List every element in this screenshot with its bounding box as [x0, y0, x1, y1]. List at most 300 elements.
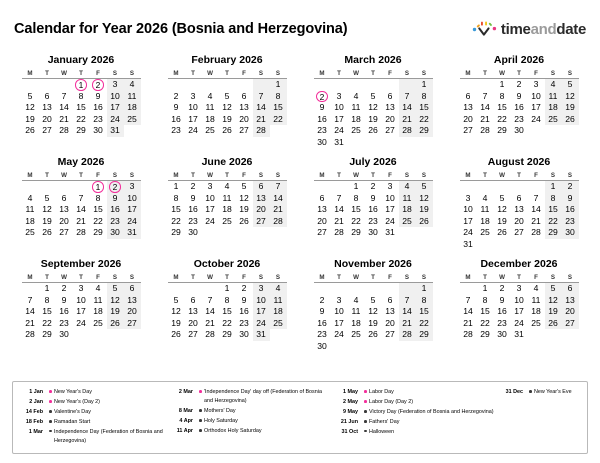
day-cell[interactable] [460, 204, 477, 216]
day-cell[interactable] [331, 137, 348, 149]
day-cell[interactable] [236, 102, 253, 114]
day-cell[interactable] [270, 91, 287, 103]
day-cell[interactable] [168, 329, 185, 341]
day-cell[interactable] [124, 283, 141, 295]
day-cell[interactable] [477, 329, 494, 341]
day-cell[interactable] [73, 91, 90, 103]
day-cell[interactable] [90, 193, 107, 205]
day-cell[interactable] [219, 318, 236, 330]
day-cell[interactable] [348, 227, 365, 239]
day-cell[interactable] [511, 318, 528, 330]
day-cell[interactable] [253, 204, 270, 216]
day-cell[interactable] [511, 329, 528, 341]
day-cell[interactable] [22, 295, 39, 307]
day-cell[interactable] [399, 181, 416, 193]
day-cell[interactable] [90, 125, 107, 137]
day-cell[interactable] [270, 114, 287, 126]
day-cell[interactable] [90, 318, 107, 330]
day-cell[interactable] [545, 181, 562, 193]
day-cell[interactable] [90, 283, 107, 295]
day-cell[interactable] [185, 204, 202, 216]
day-cell[interactable] [219, 102, 236, 114]
day-cell[interactable] [562, 306, 579, 318]
day-cell[interactable] [219, 204, 236, 216]
day-cell[interactable] [39, 193, 56, 205]
day-cell[interactable] [382, 204, 399, 216]
day-cell[interactable] [416, 125, 433, 137]
day-cell[interactable] [477, 125, 494, 137]
day-cell[interactable] [382, 193, 399, 205]
day-cell[interactable] [416, 193, 433, 205]
day-cell[interactable] [331, 318, 348, 330]
day-cell[interactable] [382, 318, 399, 330]
day-cell[interactable] [331, 193, 348, 205]
day-cell[interactable] [168, 181, 185, 193]
day-cell[interactable] [56, 283, 73, 295]
day-cell[interactable] [545, 204, 562, 216]
day-cell[interactable] [202, 125, 219, 137]
day-cell[interactable] [365, 329, 382, 341]
day-cell[interactable] [236, 114, 253, 126]
day-cell[interactable] [124, 295, 141, 307]
day-cell[interactable] [348, 295, 365, 307]
day-cell[interactable] [219, 125, 236, 137]
day-cell[interactable] [270, 204, 287, 216]
day-cell[interactable] [236, 193, 253, 205]
day-cell[interactable] [124, 318, 141, 330]
day-cell[interactable] [545, 283, 562, 295]
day-cell[interactable] [107, 91, 124, 103]
day-cell[interactable] [236, 204, 253, 216]
day-cell[interactable] [107, 306, 124, 318]
day-cell[interactable] [185, 102, 202, 114]
day-cell[interactable] [477, 193, 494, 205]
day-cell[interactable] [399, 125, 416, 137]
day-cell[interactable] [56, 216, 73, 228]
day-cell[interactable] [39, 91, 56, 103]
day-cell[interactable] [124, 204, 141, 216]
day-cell[interactable] [494, 125, 511, 137]
day-cell[interactable] [39, 216, 56, 228]
day-cell[interactable] [107, 227, 124, 239]
day-cell[interactable] [416, 329, 433, 341]
day-cell[interactable] [348, 204, 365, 216]
day-cell[interactable] [331, 204, 348, 216]
day-cell[interactable] [416, 114, 433, 126]
day-cell[interactable] [90, 91, 107, 103]
day-cell[interactable] [460, 329, 477, 341]
day-cell[interactable] [90, 306, 107, 318]
day-cell[interactable] [56, 193, 73, 205]
day-cell[interactable] [399, 295, 416, 307]
day-cell[interactable] [477, 283, 494, 295]
day-cell[interactable] [477, 306, 494, 318]
day-cell[interactable] [528, 204, 545, 216]
day-cell[interactable] [399, 193, 416, 205]
day-cell[interactable] [331, 329, 348, 341]
day-cell[interactable] [219, 295, 236, 307]
day-cell[interactable] [416, 102, 433, 114]
day-cell[interactable] [545, 91, 562, 103]
day-cell[interactable] [460, 102, 477, 114]
day-cell[interactable] [39, 102, 56, 114]
day-cell[interactable] [399, 102, 416, 114]
day-cell[interactable] [22, 306, 39, 318]
day-cell[interactable] [545, 227, 562, 239]
day-cell[interactable] [107, 102, 124, 114]
day-cell[interactable] [460, 227, 477, 239]
day-cell[interactable] [365, 102, 382, 114]
day-cell[interactable] [382, 216, 399, 228]
day-cell[interactable] [107, 181, 124, 193]
day-cell[interactable] [185, 193, 202, 205]
day-cell[interactable] [56, 318, 73, 330]
day-cell[interactable] [365, 114, 382, 126]
day-cell[interactable] [202, 295, 219, 307]
day-cell[interactable] [528, 102, 545, 114]
day-cell[interactable] [168, 204, 185, 216]
day-cell[interactable] [460, 216, 477, 228]
day-cell[interactable] [314, 329, 331, 341]
day-cell[interactable] [382, 295, 399, 307]
day-cell[interactable] [477, 295, 494, 307]
day-cell[interactable] [399, 204, 416, 216]
day-cell[interactable] [511, 102, 528, 114]
day-cell[interactable] [236, 318, 253, 330]
day-cell[interactable] [22, 91, 39, 103]
day-cell[interactable] [73, 227, 90, 239]
day-cell[interactable] [39, 283, 56, 295]
timeanddate-logo[interactable] [472, 20, 586, 38]
day-cell[interactable] [365, 91, 382, 103]
day-cell[interactable] [202, 306, 219, 318]
day-cell[interactable] [545, 306, 562, 318]
day-cell[interactable] [494, 283, 511, 295]
day-cell[interactable] [365, 216, 382, 228]
day-cell[interactable] [348, 216, 365, 228]
day-cell[interactable] [494, 114, 511, 126]
day-cell[interactable] [253, 216, 270, 228]
day-cell[interactable] [124, 114, 141, 126]
day-cell[interactable] [202, 193, 219, 205]
day-cell[interactable] [348, 114, 365, 126]
day-cell[interactable] [253, 306, 270, 318]
day-cell[interactable] [365, 204, 382, 216]
day-cell[interactable] [382, 91, 399, 103]
day-cell[interactable] [168, 227, 185, 239]
day-cell[interactable] [494, 318, 511, 330]
day-cell[interactable] [73, 295, 90, 307]
day-cell[interactable] [511, 114, 528, 126]
day-cell[interactable] [416, 216, 433, 228]
day-cell[interactable] [90, 102, 107, 114]
day-cell[interactable] [382, 125, 399, 137]
day-cell[interactable] [219, 114, 236, 126]
day-cell[interactable] [253, 193, 270, 205]
day-cell[interactable] [253, 181, 270, 193]
day-cell[interactable] [270, 283, 287, 295]
day-cell[interactable] [494, 329, 511, 341]
day-cell[interactable] [39, 306, 56, 318]
day-cell[interactable] [253, 283, 270, 295]
day-cell[interactable] [39, 295, 56, 307]
day-cell[interactable] [477, 204, 494, 216]
day-cell[interactable] [202, 204, 219, 216]
day-cell[interactable] [168, 114, 185, 126]
day-cell[interactable] [562, 283, 579, 295]
day-cell[interactable] [314, 114, 331, 126]
day-cell[interactable] [39, 125, 56, 137]
day-cell[interactable] [494, 91, 511, 103]
day-cell[interactable] [348, 91, 365, 103]
day-cell[interactable] [562, 216, 579, 228]
day-cell[interactable] [22, 125, 39, 137]
day-cell[interactable] [331, 306, 348, 318]
day-cell[interactable] [528, 283, 545, 295]
day-cell[interactable] [168, 125, 185, 137]
day-cell[interactable] [348, 193, 365, 205]
day-cell[interactable] [22, 227, 39, 239]
day-cell[interactable] [477, 227, 494, 239]
day-cell[interactable] [56, 204, 73, 216]
day-cell[interactable] [73, 125, 90, 137]
day-cell[interactable] [270, 102, 287, 114]
day-cell[interactable] [399, 216, 416, 228]
day-cell[interactable] [528, 318, 545, 330]
day-cell[interactable] [562, 227, 579, 239]
day-cell[interactable] [73, 204, 90, 216]
day-cell[interactable] [185, 91, 202, 103]
day-cell[interactable] [219, 181, 236, 193]
day-cell[interactable] [73, 193, 90, 205]
day-cell[interactable] [314, 318, 331, 330]
day-cell[interactable] [236, 125, 253, 137]
day-cell[interactable] [253, 114, 270, 126]
day-cell[interactable] [90, 181, 107, 193]
day-cell[interactable] [73, 306, 90, 318]
day-cell[interactable] [545, 102, 562, 114]
day-cell[interactable] [348, 306, 365, 318]
day-cell[interactable] [56, 114, 73, 126]
day-cell[interactable] [185, 227, 202, 239]
day-cell[interactable] [511, 216, 528, 228]
day-cell[interactable] [416, 283, 433, 295]
day-cell[interactable] [314, 204, 331, 216]
day-cell[interactable] [382, 329, 399, 341]
day-cell[interactable] [314, 341, 331, 353]
day-cell[interactable] [253, 125, 270, 137]
day-cell[interactable] [528, 91, 545, 103]
day-cell[interactable] [416, 295, 433, 307]
day-cell[interactable] [270, 295, 287, 307]
day-cell[interactable] [185, 125, 202, 137]
day-cell[interactable] [331, 125, 348, 137]
day-cell[interactable] [236, 295, 253, 307]
day-cell[interactable] [22, 329, 39, 341]
day-cell[interactable] [73, 79, 90, 91]
day-cell[interactable] [314, 193, 331, 205]
day-cell[interactable] [528, 295, 545, 307]
day-cell[interactable] [494, 216, 511, 228]
day-cell[interactable] [562, 193, 579, 205]
day-cell[interactable] [511, 91, 528, 103]
day-cell[interactable] [477, 216, 494, 228]
day-cell[interactable] [314, 137, 331, 149]
day-cell[interactable] [185, 295, 202, 307]
day-cell[interactable] [348, 329, 365, 341]
day-cell[interactable] [39, 114, 56, 126]
day-cell[interactable] [528, 193, 545, 205]
day-cell[interactable] [382, 227, 399, 239]
day-cell[interactable] [382, 114, 399, 126]
day-cell[interactable] [511, 193, 528, 205]
day-cell[interactable] [236, 91, 253, 103]
day-cell[interactable] [545, 295, 562, 307]
day-cell[interactable] [73, 216, 90, 228]
day-cell[interactable] [562, 181, 579, 193]
day-cell[interactable] [185, 306, 202, 318]
day-cell[interactable] [477, 114, 494, 126]
day-cell[interactable] [331, 216, 348, 228]
day-cell[interactable] [202, 329, 219, 341]
day-cell[interactable] [365, 318, 382, 330]
day-cell[interactable] [511, 227, 528, 239]
day-cell[interactable] [270, 79, 287, 91]
day-cell[interactable] [399, 329, 416, 341]
day-cell[interactable] [494, 295, 511, 307]
day-cell[interactable] [511, 125, 528, 137]
day-cell[interactable] [348, 102, 365, 114]
day-cell[interactable] [202, 102, 219, 114]
day-cell[interactable] [185, 318, 202, 330]
day-cell[interactable] [219, 91, 236, 103]
day-cell[interactable] [253, 102, 270, 114]
day-cell[interactable] [416, 306, 433, 318]
day-cell[interactable] [90, 216, 107, 228]
day-cell[interactable] [107, 204, 124, 216]
day-cell[interactable] [494, 227, 511, 239]
day-cell[interactable] [124, 216, 141, 228]
day-cell[interactable] [562, 318, 579, 330]
day-cell[interactable] [39, 227, 56, 239]
day-cell[interactable] [107, 114, 124, 126]
day-cell[interactable] [365, 306, 382, 318]
day-cell[interactable] [107, 318, 124, 330]
day-cell[interactable] [331, 295, 348, 307]
day-cell[interactable] [124, 102, 141, 114]
day-cell[interactable] [236, 306, 253, 318]
day-cell[interactable] [399, 318, 416, 330]
day-cell[interactable] [382, 306, 399, 318]
day-cell[interactable] [314, 295, 331, 307]
day-cell[interactable] [185, 114, 202, 126]
day-cell[interactable] [399, 91, 416, 103]
day-cell[interactable] [22, 102, 39, 114]
day-cell[interactable] [545, 193, 562, 205]
day-cell[interactable] [202, 91, 219, 103]
day-cell[interactable] [202, 318, 219, 330]
day-cell[interactable] [460, 125, 477, 137]
day-cell[interactable] [107, 79, 124, 91]
day-cell[interactable] [399, 114, 416, 126]
day-cell[interactable] [545, 114, 562, 126]
day-cell[interactable] [416, 181, 433, 193]
day-cell[interactable] [562, 102, 579, 114]
day-cell[interactable] [236, 283, 253, 295]
day-cell[interactable] [511, 79, 528, 91]
day-cell[interactable] [314, 102, 331, 114]
day-cell[interactable] [22, 204, 39, 216]
day-cell[interactable] [331, 227, 348, 239]
day-cell[interactable] [107, 125, 124, 137]
day-cell[interactable] [168, 216, 185, 228]
day-cell[interactable] [124, 181, 141, 193]
day-cell[interactable] [365, 295, 382, 307]
day-cell[interactable] [314, 216, 331, 228]
day-cell[interactable] [56, 102, 73, 114]
day-cell[interactable] [124, 193, 141, 205]
day-cell[interactable] [219, 329, 236, 341]
day-cell[interactable] [168, 306, 185, 318]
day-cell[interactable] [90, 204, 107, 216]
day-cell[interactable] [270, 181, 287, 193]
day-cell[interactable] [124, 306, 141, 318]
day-cell[interactable] [460, 306, 477, 318]
day-cell[interactable] [511, 306, 528, 318]
day-cell[interactable] [219, 193, 236, 205]
day-cell[interactable] [236, 216, 253, 228]
day-cell[interactable] [253, 318, 270, 330]
day-cell[interactable] [56, 227, 73, 239]
day-cell[interactable] [22, 318, 39, 330]
day-cell[interactable] [124, 227, 141, 239]
day-cell[interactable] [416, 204, 433, 216]
day-cell[interactable] [107, 283, 124, 295]
day-cell[interactable] [202, 114, 219, 126]
day-cell[interactable] [562, 295, 579, 307]
day-cell[interactable] [270, 306, 287, 318]
day-cell[interactable] [511, 295, 528, 307]
day-cell[interactable] [348, 125, 365, 137]
day-cell[interactable] [562, 79, 579, 91]
day-cell[interactable] [107, 216, 124, 228]
day-cell[interactable] [202, 216, 219, 228]
day-cell[interactable] [528, 114, 545, 126]
day-cell[interactable] [477, 91, 494, 103]
day-cell[interactable] [511, 283, 528, 295]
day-cell[interactable] [73, 102, 90, 114]
day-cell[interactable] [562, 114, 579, 126]
day-cell[interactable] [73, 114, 90, 126]
day-cell[interactable] [460, 239, 477, 251]
day-cell[interactable] [382, 102, 399, 114]
day-cell[interactable] [168, 193, 185, 205]
day-cell[interactable] [314, 125, 331, 137]
day-cell[interactable] [545, 216, 562, 228]
day-cell[interactable] [528, 79, 545, 91]
day-cell[interactable] [528, 227, 545, 239]
day-cell[interactable] [348, 318, 365, 330]
day-cell[interactable] [124, 79, 141, 91]
day-cell[interactable] [460, 114, 477, 126]
day-cell[interactable] [331, 102, 348, 114]
day-cell[interactable] [270, 318, 287, 330]
day-cell[interactable] [460, 295, 477, 307]
day-cell[interactable] [219, 306, 236, 318]
day-cell[interactable] [90, 114, 107, 126]
day-cell[interactable] [168, 295, 185, 307]
day-cell[interactable] [90, 79, 107, 91]
